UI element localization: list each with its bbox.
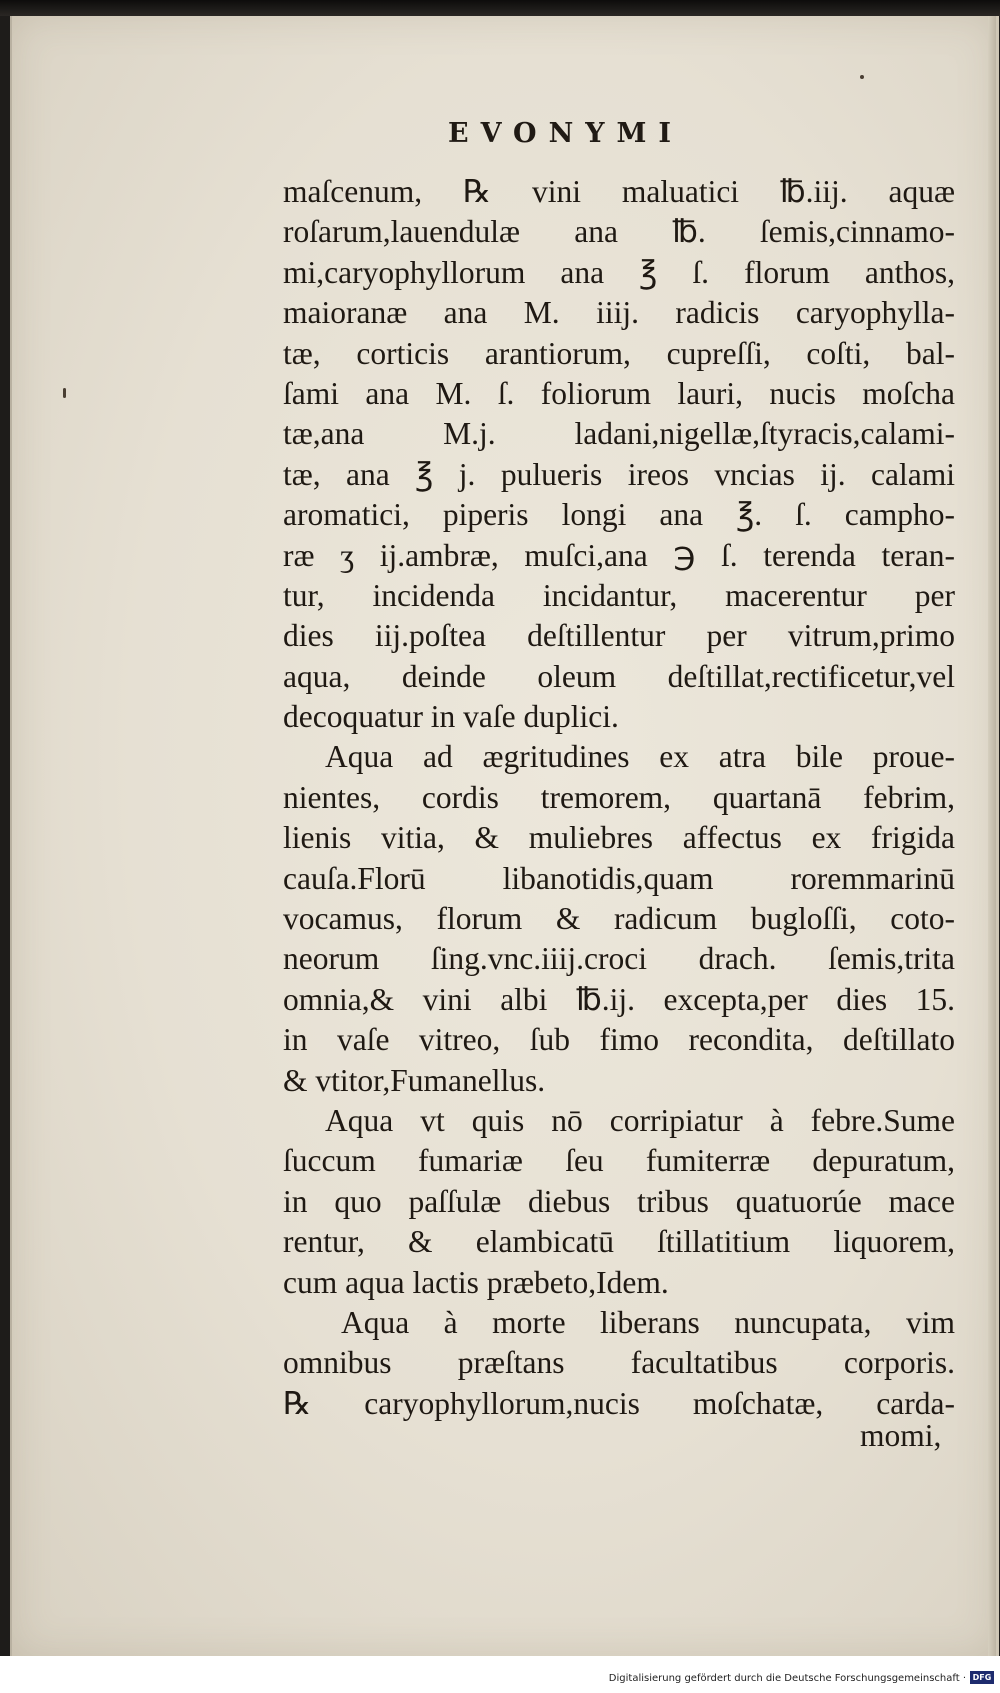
text-line: & vtitor,Fumanellus. xyxy=(283,1062,546,1098)
text-line: tæ, corticis arantiorum, cupreſſi, coſti, bal- xyxy=(283,335,955,371)
text-line: omnia,& vini albi ℔.ij. excepta,per dies 15. xyxy=(283,981,955,1017)
text-line: Aqua ad ægritudines ex atra bile proue- xyxy=(325,739,955,775)
catchword: momi, xyxy=(860,1418,942,1453)
text-line: cum aqua lactis præbeto,Idem. xyxy=(283,1264,669,1300)
text-line: nientes, cordis tremorem, quartanā febrim, xyxy=(283,779,955,815)
text-line: ſuccum fumariæ ſeu fumiterræ depuratum, xyxy=(283,1143,955,1179)
text-line: aromatici, piperis longi ana ℥. ſ. campho- xyxy=(283,497,955,533)
ink-speck xyxy=(63,388,66,398)
text-line: tæ, ana ℥ j. pulueris ireos vncias ij. calami xyxy=(283,456,955,492)
text-line: tur, incidenda incidantur, macerentur per xyxy=(283,577,955,613)
body-text xyxy=(283,172,955,1424)
text-line: roſarum,lauendulæ ana ℔. ſemis,cinnamo- xyxy=(283,214,955,250)
text-line: mi,caryophyllorum ana ℥ ſ. florum anthos, xyxy=(283,254,955,290)
text-line: omnibus præſtans facultatibus corporis. xyxy=(283,1345,955,1381)
scan-top-edge xyxy=(0,0,1000,16)
text-line: lienis vitia, & muliebres affectus ex frigida xyxy=(283,820,955,856)
text-line: vocamus, florum & radicum bugloſſi, coto- xyxy=(283,901,955,937)
text-line: decoquatur in vaſe duplici. xyxy=(283,699,619,735)
text-line: dies iij.poſtea deſtillentur per vitrum,primo xyxy=(283,618,955,654)
text-line: in quo paſſulæ diebus tribus quatuorúe mace xyxy=(283,1183,955,1219)
digitization-credit: Digitalisierung gefördert durch die Deutsche Forschungsgemeinschaft · xyxy=(608,1673,966,1684)
text-line: Aqua à morte liberans nuncupata, vim xyxy=(341,1304,955,1340)
text-line: ℞ caryophyllorum,nucis moſchatæ, carda- xyxy=(283,1385,955,1421)
text-line: Aqua vt quis nō corripiatur à febre.Sume xyxy=(325,1102,955,1138)
text-line: ræ ʒ ij.ambræ, muſci,ana ℈ ſ. terenda teran- xyxy=(283,537,955,573)
text-line: cauſa.Florū libanotidis,quam roremmarinū xyxy=(283,860,955,896)
text-line: maioranæ ana M. iiij. radicis caryophylla- xyxy=(283,295,955,331)
text-line: neorum ſing.vnc.iiij.croci drach. ſemis,trita xyxy=(283,941,955,977)
text-line: rentur, & elambicatū ſtillatitium liquorem, xyxy=(283,1224,955,1260)
text-line: maſcenum, ℞ vini maluatici ℔.iij. aquæ xyxy=(283,174,955,209)
text-line: in vaſe vitreo, ſub fimo recondita, deſtillato xyxy=(283,1022,955,1058)
text-line: ſami ana M. ſ. foliorum lauri, nucis moſcha xyxy=(283,375,955,411)
ink-speck xyxy=(860,75,864,79)
page-edge xyxy=(988,16,996,1656)
running-head: EVONYMI xyxy=(448,118,684,149)
dfg-logo: DFG xyxy=(970,1671,994,1684)
text-line: tæ,ana M.j. ladani,nigellæ,ſtyracis,calami- xyxy=(283,416,955,452)
text-line: aqua, deinde oleum deſtillat,rectificetur,vel xyxy=(283,658,955,694)
